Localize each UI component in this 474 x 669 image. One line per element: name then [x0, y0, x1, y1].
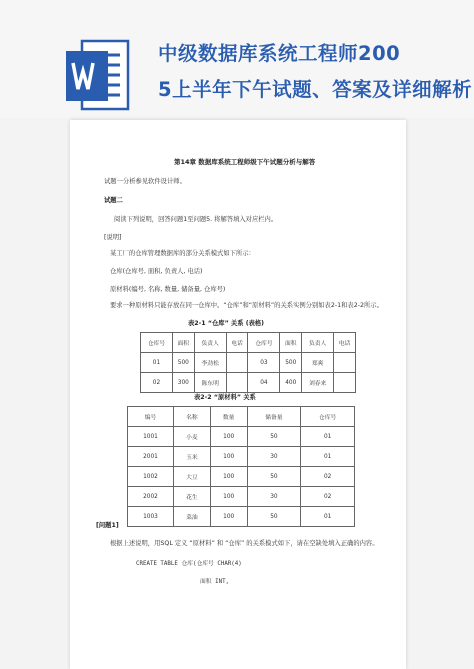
table-cell: 菜油 [174, 507, 211, 527]
table-cell: 玉米 [174, 447, 211, 467]
sql-code-line2: 面积 INT, [200, 579, 230, 585]
table-cell: 刘春来 [302, 373, 334, 393]
word-document-icon [64, 37, 130, 113]
table-row [141, 373, 356, 393]
table-cell: 01 [301, 447, 355, 467]
table-header-cell: 数量 [210, 407, 247, 427]
table-row [128, 447, 355, 467]
table-cell: 50 [247, 427, 301, 447]
table1-caption: 表2-1 “仓库” 关系 (表格) [188, 320, 265, 327]
table-cell: 50 [247, 467, 301, 487]
table-cell: 大豆 [174, 467, 211, 487]
table-cell: 1001 [128, 427, 174, 447]
document-page [70, 120, 406, 669]
table-header-cell: 负责人 [194, 333, 226, 353]
table-cell: 小麦 [174, 427, 211, 447]
table-row [128, 487, 355, 507]
instruction-text: 阅读下列说明，回答问题1至问题5. 将解答填入对应栏内。 [114, 216, 278, 223]
table-cell: 100 [210, 427, 247, 447]
warehouse-table [140, 332, 356, 393]
explain-label: [说明] [104, 234, 122, 241]
document-title-line2: 5上半年下午试题、答案及详细解析 [158, 78, 473, 101]
table-cell [334, 373, 356, 393]
table-cell: 03 [248, 353, 280, 373]
schema-warehouse: 仓库(仓库号, 面积, 负责人, 电话) [110, 268, 203, 275]
schema-material: 原材料(编号, 名称, 数量, 储备量, 仓库号) [110, 286, 226, 293]
table-row [128, 507, 355, 527]
material-table [127, 406, 355, 527]
table-cell: 500 [280, 353, 302, 373]
table-header-cell: 仓库号 [248, 333, 280, 353]
table-row [141, 353, 356, 373]
table-cell: 50 [247, 507, 301, 527]
table-header-cell: 编号 [128, 407, 174, 427]
table-header-cell: 面积 [280, 333, 302, 353]
table-header-row [128, 407, 355, 427]
table-cell: 郑爽 [302, 353, 334, 373]
table-header-cell: 储备量 [247, 407, 301, 427]
table-row [128, 467, 355, 487]
table2-caption: 表2-2 “原材料” 关系 [194, 394, 256, 401]
chapter-heading: 第14章 数据库系统工程师级下午试题分析与解答 [174, 158, 316, 166]
paragraph-2: 要求一种原材料只能存放在同一仓库中。“仓库”和“原材料”的关系实例分别如表2-1和表2-2所示。 [110, 302, 383, 309]
table-cell: 30 [247, 487, 301, 507]
sql-code-line1: CREATE TABLE 仓库(仓库号 CHAR(4) [136, 561, 242, 567]
table-header-cell: 名称 [174, 407, 211, 427]
table-cell [226, 373, 248, 393]
table-cell: 04 [248, 373, 280, 393]
section-heading: 试题二 [104, 197, 123, 204]
table-cell: 02 [141, 373, 173, 393]
question1-text: 根据上述说明，用SQL 定义 “原材料” 和 “仓库” 的关系模式如下，请在空缺处填入正确的内容。 [110, 540, 379, 547]
table-cell: 100 [210, 467, 247, 487]
table-cell: 400 [280, 373, 302, 393]
table-cell: 02 [301, 487, 355, 507]
table-cell: 李劲松 [194, 353, 226, 373]
table-cell: 02 [301, 467, 355, 487]
intro-text: 试题一分析参见软件设计师。 [104, 178, 186, 185]
table-header-cell: 电话 [334, 333, 356, 353]
table-cell: 花生 [174, 487, 211, 507]
table-cell: 2001 [128, 447, 174, 467]
table-header-cell: 面积 [172, 333, 194, 353]
paragraph-1: 某工厂的仓库管理数据库的部分关系模式如下所示： [110, 250, 255, 257]
table-cell: 1003 [128, 507, 174, 527]
table-cell: 500 [172, 353, 194, 373]
table-header-cell: 电话 [226, 333, 248, 353]
table-cell: 01 [301, 427, 355, 447]
table-row [128, 427, 355, 447]
table-cell: 01 [141, 353, 173, 373]
table-cell: 100 [210, 447, 247, 467]
table-header-cell: 仓库号 [141, 333, 173, 353]
table-cell: 2002 [128, 487, 174, 507]
table-cell: 300 [172, 373, 194, 393]
table-cell [334, 353, 356, 373]
table-cell: 100 [210, 507, 247, 527]
table-cell: 30 [247, 447, 301, 467]
table-header-cell: 仓库号 [301, 407, 355, 427]
document-title-line1: 中级数据库系统工程师200 [158, 42, 401, 65]
table-header-cell: 负责人 [302, 333, 334, 353]
table-cell: 陈东明 [194, 373, 226, 393]
table-cell: 01 [301, 507, 355, 527]
question1-label: [问题1] [96, 522, 119, 529]
table-cell: 1002 [128, 467, 174, 487]
document-header [0, 0, 474, 118]
table-cell [226, 353, 248, 373]
table-header-row [141, 333, 356, 353]
table-cell: 100 [210, 487, 247, 507]
